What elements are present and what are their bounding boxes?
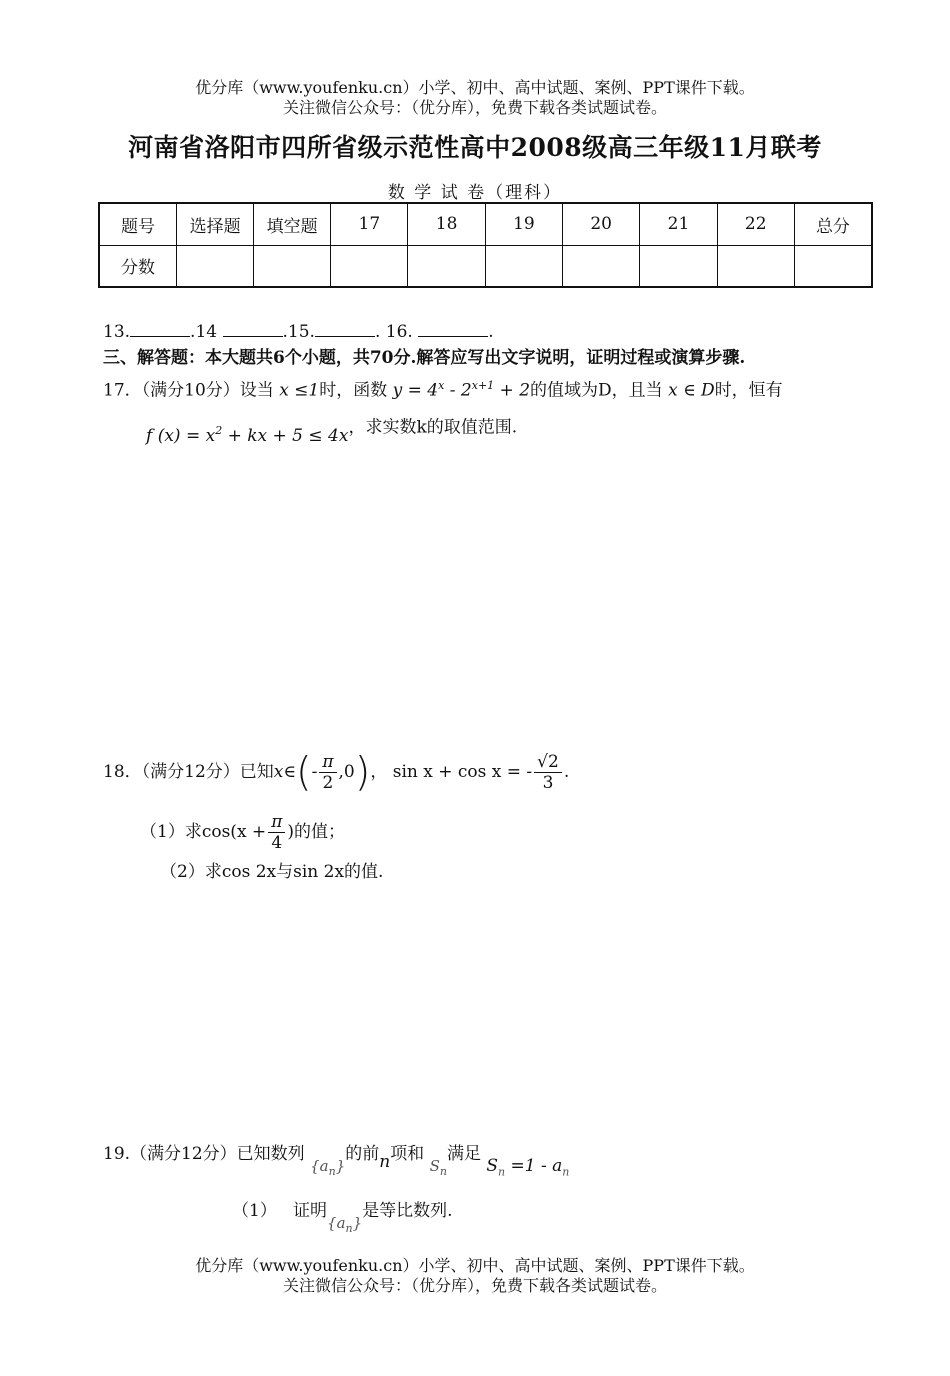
q18-zero: ,0 bbox=[338, 762, 355, 782]
q17-line1 bbox=[103, 375, 783, 402]
q19-S-letter: S bbox=[429, 1157, 440, 1175]
q19-S bbox=[429, 1157, 447, 1178]
q18-equation: sin x + cos x = - bbox=[392, 762, 533, 782]
score-header-cell: 20 bbox=[563, 203, 640, 245]
score-cell bbox=[717, 245, 794, 287]
q18-x-in: x∈ bbox=[273, 762, 296, 782]
q18-pi-over-4 bbox=[268, 812, 285, 853]
q19-line1 bbox=[103, 1143, 570, 1179]
q18-two: 2 bbox=[322, 773, 334, 793]
q17-number: 17． bbox=[103, 380, 142, 401]
q17-text3: 时，恒有 bbox=[714, 380, 783, 401]
q17-inequality2: + kx + 5 ≤ 4x bbox=[222, 425, 349, 446]
q17-exp2: x+1 bbox=[471, 379, 495, 392]
score-header-cell: 填空题 bbox=[254, 203, 331, 245]
q19-text1: 的前 bbox=[345, 1144, 380, 1164]
score-header-cell: 17 bbox=[331, 203, 408, 245]
q19-part1-tail: 是等比数列. bbox=[362, 1201, 453, 1221]
q16-blank bbox=[418, 320, 488, 337]
q17-text4: ，求实数k的取值范围. bbox=[348, 417, 518, 438]
score-cell bbox=[563, 245, 640, 287]
score-cell bbox=[640, 245, 717, 287]
q18-right-paren: ) bbox=[354, 749, 371, 796]
q19-rel-S: S bbox=[486, 1156, 499, 1176]
q19-part1-seq-close: } bbox=[352, 1214, 363, 1232]
q18-pi-2: π bbox=[268, 812, 285, 833]
score-cell bbox=[331, 245, 408, 287]
q14-blank bbox=[223, 320, 283, 337]
q18-part1-label: （1）求 bbox=[140, 822, 202, 842]
q19-part1-seq-sub: n bbox=[345, 1222, 353, 1235]
q18-three: 3 bbox=[542, 773, 554, 793]
q18-part1-expr: cos(x + bbox=[201, 822, 267, 842]
q16-label: . 16. bbox=[374, 322, 419, 342]
q19-number: 19. bbox=[103, 1144, 131, 1164]
score-cell bbox=[408, 245, 485, 287]
q13-label: 13. bbox=[103, 322, 131, 342]
q17-inequality: f (x) = x bbox=[146, 425, 216, 446]
q19-part1-text: 证明 bbox=[293, 1201, 328, 1221]
q17-condition2: x ∈ D bbox=[668, 380, 715, 401]
q19-text2: 项和 bbox=[390, 1144, 425, 1164]
q18-comma: ， bbox=[370, 762, 388, 782]
exam-title: 河南省洛阳市四所省级示范性高中2008级高三年级11月联考 bbox=[128, 133, 822, 162]
score-cell bbox=[485, 245, 562, 287]
q17-square: 2 bbox=[215, 424, 223, 437]
score-table-header-row bbox=[99, 203, 872, 245]
header-line-2: 关注微信公众号：（优分库），免费下载各类试题试卷。 bbox=[282, 98, 667, 117]
score-cell bbox=[794, 245, 872, 287]
q18-part1-tail: 的值； bbox=[294, 822, 346, 842]
q19-seq bbox=[310, 1157, 346, 1178]
q17-exp1: x bbox=[438, 379, 445, 392]
q14-label: .14 bbox=[190, 322, 223, 342]
q18-part2 bbox=[160, 861, 383, 883]
score-row-label: 分数 bbox=[99, 245, 177, 287]
q18-sqrt2-over-3 bbox=[534, 752, 562, 793]
q19-points: （满分12分）已知数列 bbox=[130, 1144, 305, 1164]
fill-blank-line bbox=[103, 320, 494, 343]
q19-rel-sub2: n bbox=[562, 1165, 570, 1179]
q15-blank bbox=[315, 320, 375, 337]
q18-part2-tail: 的值. bbox=[344, 862, 384, 882]
q18-points: （满分12分）已知 bbox=[141, 762, 274, 782]
q18-minus: - bbox=[311, 762, 318, 782]
q18-pi: π bbox=[319, 752, 336, 773]
q18-period: . bbox=[563, 762, 570, 782]
q17-line2 bbox=[146, 412, 518, 446]
q19-text3: 满足 bbox=[446, 1144, 481, 1164]
q18-part2-cos2x: cos 2x bbox=[221, 862, 277, 882]
header-line-1: 优分库（www.youfenku.cn）小学、初中、高中试题、案例、PPT课件下载。 bbox=[195, 78, 755, 97]
q19-part1-seq-open: {a bbox=[327, 1214, 346, 1232]
score-header-cell: 21 bbox=[640, 203, 717, 245]
q19-relation bbox=[486, 1156, 570, 1179]
q19-part1-seq bbox=[327, 1214, 363, 1235]
score-table bbox=[98, 202, 873, 288]
score-header-cell: 18 bbox=[408, 203, 485, 245]
q15-label: .15. bbox=[282, 322, 315, 342]
q19-part1 bbox=[232, 1200, 453, 1235]
section-three-heading: 三、解答题：本大题共6个小题，共70分.解答应写出文字说明，证明过程或演算步骤. bbox=[103, 348, 746, 368]
q18-line1 bbox=[103, 740, 569, 805]
q18-part1 bbox=[140, 808, 345, 856]
q19-rel-sub: n bbox=[498, 1165, 506, 1179]
footer-line-2: 关注微信公众号：（优分库），免费下载各类试题试卷。 bbox=[282, 1276, 667, 1295]
q19-seq-sub: n bbox=[328, 1165, 336, 1178]
score-header-cell: 选择题 bbox=[177, 203, 254, 245]
q18-left-paren: ( bbox=[295, 749, 312, 796]
q17-condition: x ≤1 bbox=[279, 380, 320, 401]
q19-seq-open: {a bbox=[310, 1157, 329, 1175]
q19-part1-label: （1） bbox=[232, 1201, 277, 1221]
score-header-cell: 题号 bbox=[99, 203, 177, 245]
q17-func-tail: + 2 bbox=[494, 380, 531, 401]
q18-sqrt2: √2 bbox=[534, 752, 562, 773]
q17-text: 时，函数 bbox=[319, 380, 388, 401]
q17-func-mid: - 2 bbox=[444, 380, 472, 401]
score-cell bbox=[177, 245, 254, 287]
q17-function: y = 4 bbox=[392, 380, 439, 401]
q18-part1-close: ) bbox=[287, 822, 295, 842]
footer-line-1: 优分库（www.youfenku.cn）小学、初中、高中试题、案例、PPT课件下载。 bbox=[195, 1256, 755, 1275]
q19-n-var: n bbox=[379, 1152, 391, 1172]
score-header-cell: 总分 bbox=[794, 203, 872, 245]
q17-points: （满分10分）设当 bbox=[141, 380, 274, 401]
q13-blank bbox=[130, 320, 190, 337]
q18-pi-over-2 bbox=[319, 752, 336, 793]
score-table-score-row bbox=[99, 245, 872, 287]
q19-rel-rhs: =1 - a bbox=[505, 1156, 563, 1176]
q18-part2-label: （2）求 bbox=[160, 862, 222, 882]
q18-four: 4 bbox=[271, 833, 283, 853]
exam-subtitle: 数 学 试 卷（理科） bbox=[387, 183, 563, 203]
q18-number: 18． bbox=[103, 762, 142, 782]
q18-part2-sin2x: sin 2x bbox=[293, 862, 345, 882]
q17-text2: 的值域为D，且当 bbox=[530, 380, 663, 401]
q18-part2-mid: 与 bbox=[276, 862, 294, 882]
score-header-cell: 22 bbox=[717, 203, 794, 245]
q19-S-sub: n bbox=[439, 1165, 447, 1178]
q19-seq-close: } bbox=[335, 1157, 346, 1175]
score-cell bbox=[254, 245, 331, 287]
score-header-cell: 19 bbox=[485, 203, 562, 245]
fill-end: . bbox=[488, 322, 494, 342]
